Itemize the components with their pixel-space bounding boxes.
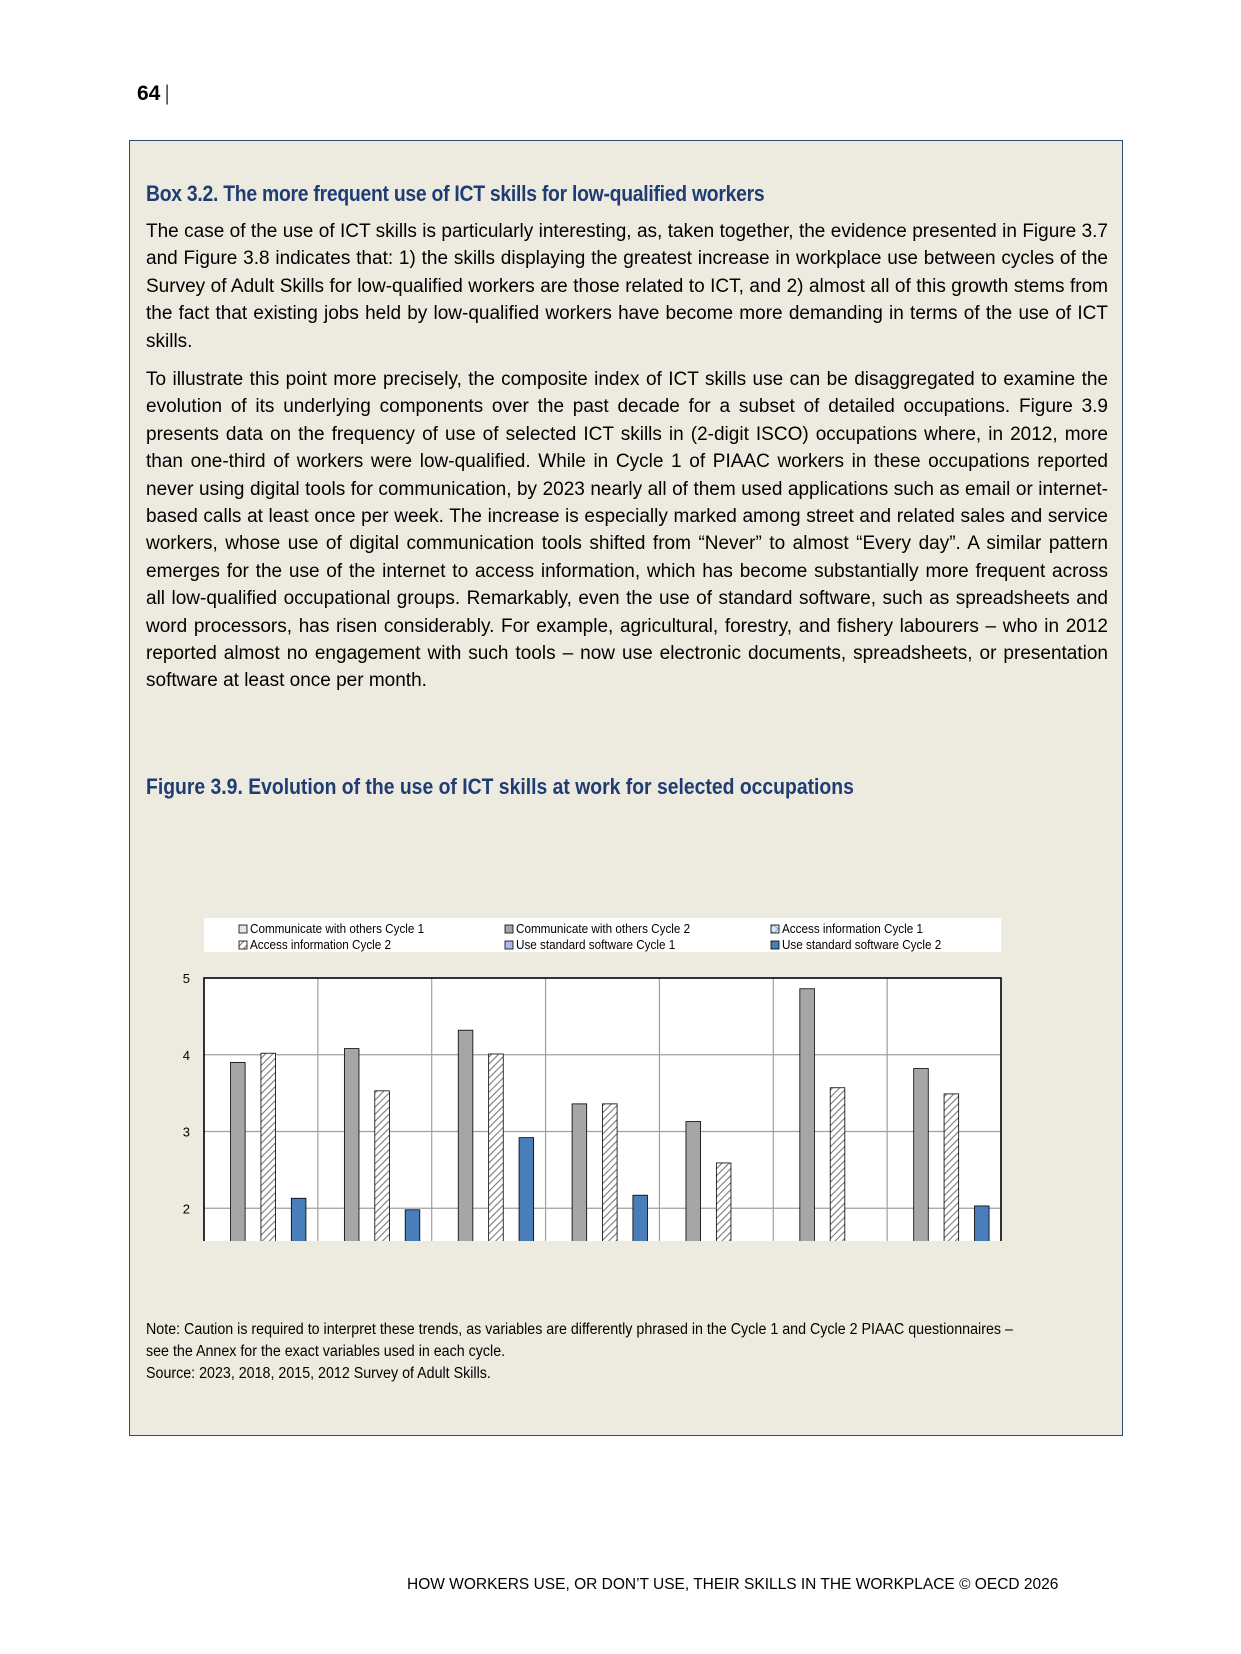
bar-2-4: [572, 1104, 587, 1241]
y-axis-ticks: [183, 971, 190, 1241]
bar-4-6: [830, 1088, 845, 1241]
bar-4-1: [261, 1053, 276, 1241]
legend-swatch: [239, 941, 247, 949]
source-line: Source: 2023, 2018, 2015, 2012 Survey of Adult Skills.: [146, 1365, 491, 1382]
page-number: 64 |: [137, 82, 170, 105]
y-tick-label: 4: [182, 1047, 190, 1063]
legend-swatch: [239, 925, 247, 933]
box-title: Box 3.2. The more frequent use of ICT skills for low-qualified workers: [146, 181, 765, 206]
bar-2-6: [800, 989, 815, 1241]
bar-6-4: [633, 1195, 648, 1241]
bar-2-5: [686, 1122, 701, 1241]
bar-4-7: [944, 1094, 959, 1241]
y-tick-label: 3: [182, 1124, 190, 1140]
note-line-2: see the Annex for the exact variables used in each cycle.: [146, 1343, 506, 1360]
legend-label: Communicate with others Cycle 2: [516, 921, 691, 937]
note-line-1: Note: Caution is required to interpret these trends, as variables are differently phrased in the Cycle 1 and Cycle 2 PIAAC questionnaires –: [146, 1321, 1013, 1338]
bar-4-5: [716, 1163, 731, 1241]
legend-swatch: [505, 941, 513, 949]
bar-6-2: [405, 1210, 420, 1241]
legend-label: Access information Cycle 1: [782, 921, 924, 937]
footer-text: HOW WORKERS USE, OR DON’T USE, THEIR SKILLS IN THE WORKPLACE © OECD 2026: [407, 1576, 1059, 1593]
figure-note: [146, 1319, 1029, 1385]
bar-4-3: [489, 1054, 504, 1241]
chart-legend: [204, 918, 1001, 952]
bar-2-3: [458, 1030, 473, 1241]
figure-chart: [130, 821, 1124, 1241]
bar-6-7: [974, 1206, 989, 1241]
bar-6-1: [291, 1198, 306, 1241]
box-paragraph-2: To illustrate this point more precisely, the composite index of ICT skills use can be disaggregated to examine the evolution of its underlying components over the past decade for a subset of detailed occupations. Figure 3.9 presents data on the frequency of use of selected ICT skills in (2-digit ISCO) occupations where, in 2012, more than one-third of workers were low-qualified. While in Cycle 1 of PIAAC workers in these occupations reported never using digital tools for communication, by 2023 nearly all of them used applications such as email or internet-based calls at least once per week. The increase is especially marked among street and related sales and service workers, whose use of digital communication tools shifted from “Never” to almost “Every day”. A similar pattern emerges for the use of the internet to access information, which has become substantially more frequent across all low-qualified occupational groups. Remarkably, even the use of standard software, such as spreadsheets and word processors, has risen considerably. For example, agricultural, forestry, and fishery labourers – who in 2012 reported almost no engagement with such tools – now use electronic documents, spreadsheets, or presentation software at least once per month.: [146, 369, 1108, 692]
legend-swatch: [771, 925, 779, 933]
bar-6-3: [519, 1138, 534, 1241]
legend-label: Access information Cycle 2: [250, 937, 392, 953]
figure-title: Figure 3.9. Evolution of the use of ICT skills at work for selected occupations: [146, 774, 854, 799]
y-tick-label: 5: [182, 971, 190, 986]
bar-2-1: [231, 1062, 246, 1241]
bar-4-2: [375, 1091, 390, 1241]
legend-label: Communicate with others Cycle 1: [250, 921, 425, 937]
legend-swatch: [771, 941, 779, 949]
y-tick-label: 2: [182, 1201, 190, 1217]
legend-label: Use standard software Cycle 1: [516, 937, 676, 953]
box-panel: [129, 140, 1123, 1436]
bar-2-2: [344, 1049, 359, 1241]
bar-2-7: [914, 1069, 929, 1241]
box-paragraph-1: The case of the use of ICT skills is particularly interesting, as, taken together, the evidence presented in Figure 3.7 and Figure 3.8 indicates that: 1) the skills displaying the greatest increase in workplace use between cycles of the Survey of Adult Skills for low-qualified workers are those related to ICT, and 2) almost all of this growth stems from the fact that existing jobs held by low-qualified workers have become more demanding in terms of the use of ICT skills.: [146, 221, 1108, 352]
legend-swatch: [505, 925, 513, 933]
bar-4-4: [603, 1104, 618, 1241]
legend-label: Use standard software Cycle 2: [782, 937, 942, 953]
